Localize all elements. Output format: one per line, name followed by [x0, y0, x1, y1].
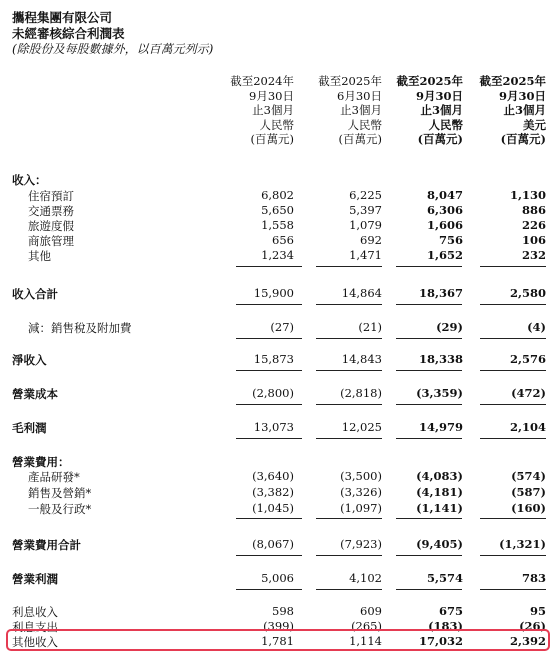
underline — [316, 404, 382, 405]
row-product-development: 產品研發* (3,640) (3,500) (4,083) (574) — [28, 469, 546, 484]
underline — [316, 370, 382, 371]
row-accommodation: 住宿預訂 6,802 6,225 8,047 1,130 — [28, 188, 546, 203]
underline — [316, 266, 382, 267]
column-header-q3-2024: 截至2024年 9月30日 止3個月 人民幣 (百萬元) — [230, 74, 294, 146]
statement-title: 未經審核綜合利潤表 — [12, 26, 125, 41]
underline — [316, 304, 382, 305]
underline — [396, 304, 462, 305]
underline — [396, 589, 462, 590]
underline — [236, 266, 302, 267]
row-total-revenues: 收入合計 15,900 14,864 18,367 2,580 — [12, 286, 546, 301]
row-cost-of-revenues: 營業成本 (2,800) (2,818) (3,359) (472) — [12, 386, 546, 401]
row-other-income: 其他收入 1,781 1,114 17,032 2,392 — [12, 634, 546, 649]
row-net-revenues: 淨收入 15,873 14,843 18,338 2,576 — [12, 352, 546, 367]
underline — [396, 555, 462, 556]
row-operating-income: 營業利潤 5,006 4,102 5,574 783 — [12, 571, 546, 586]
underline — [480, 438, 546, 439]
underline — [236, 304, 302, 305]
row-corporate-travel: 商旅管理 656 692 756 106 — [28, 233, 546, 248]
underline — [236, 589, 302, 590]
underline — [236, 555, 302, 556]
underline — [480, 266, 546, 267]
underline — [396, 338, 462, 339]
underline — [236, 404, 302, 405]
underline — [236, 518, 302, 519]
underline — [396, 404, 462, 405]
underline — [480, 404, 546, 405]
row-interest-income: 利息收入 598 609 675 95 — [12, 604, 546, 619]
statement-subtitle: (除股份及每股數據外，以百萬元列示) — [12, 42, 214, 56]
column-header-q3-2025-rmb: 截至2025年 9月30日 止3個月 人民幣 (百萬元) — [396, 74, 463, 146]
company-name: 攜程集團有限公司 — [12, 10, 113, 25]
underline — [396, 518, 462, 519]
underline — [480, 304, 546, 305]
underline — [480, 589, 546, 590]
highlight-box — [6, 629, 550, 651]
underline — [236, 338, 302, 339]
underline — [236, 370, 302, 371]
underline — [480, 338, 546, 339]
column-header-q2-2025: 截至2025年 6月30日 止3個月 人民幣 (百萬元) — [318, 74, 382, 146]
underline — [396, 266, 462, 267]
underline — [480, 555, 546, 556]
row-operating-expenses-heading: 營業費用： — [12, 455, 70, 469]
row-packaged-tours: 旅遊度假 1,558 1,079 1,606 226 — [28, 218, 546, 233]
underline — [396, 370, 462, 371]
row-interest-expense: 利息支出 (399) (265) (183) (26) — [12, 619, 546, 634]
column-header-q3-2025-usd: 截至2025年 9月30日 止3個月 美元 (百萬元) — [479, 74, 546, 146]
underline — [316, 438, 382, 439]
underline — [316, 518, 382, 519]
underline — [316, 338, 382, 339]
underline — [236, 438, 302, 439]
underline — [480, 518, 546, 519]
row-revenues-heading: 收入： — [12, 173, 47, 187]
underline — [480, 370, 546, 371]
row-transportation: 交通票務 5,650 5,397 6,306 886 — [28, 203, 546, 218]
underline — [316, 555, 382, 556]
row-gross-profit: 毛利潤 13,073 12,025 14,979 2,104 — [12, 420, 546, 435]
row-total-operating-expenses: 營業費用合計 (8,067) (7,923) (9,405) (1,321) — [12, 537, 546, 552]
row-general-administrative: 一般及行政* (1,045) (1,097) (1,141) (160) — [28, 501, 546, 516]
underline — [316, 589, 382, 590]
row-sales-tax: 減：銷售稅及附加費 (27) (21) (29) (4) — [28, 320, 546, 335]
underline — [396, 438, 462, 439]
row-sales-marketing: 銷售及營銷* (3,382) (3,326) (4,181) (587) — [28, 485, 546, 500]
row-others: 其他 1,234 1,471 1,652 232 — [28, 248, 546, 263]
